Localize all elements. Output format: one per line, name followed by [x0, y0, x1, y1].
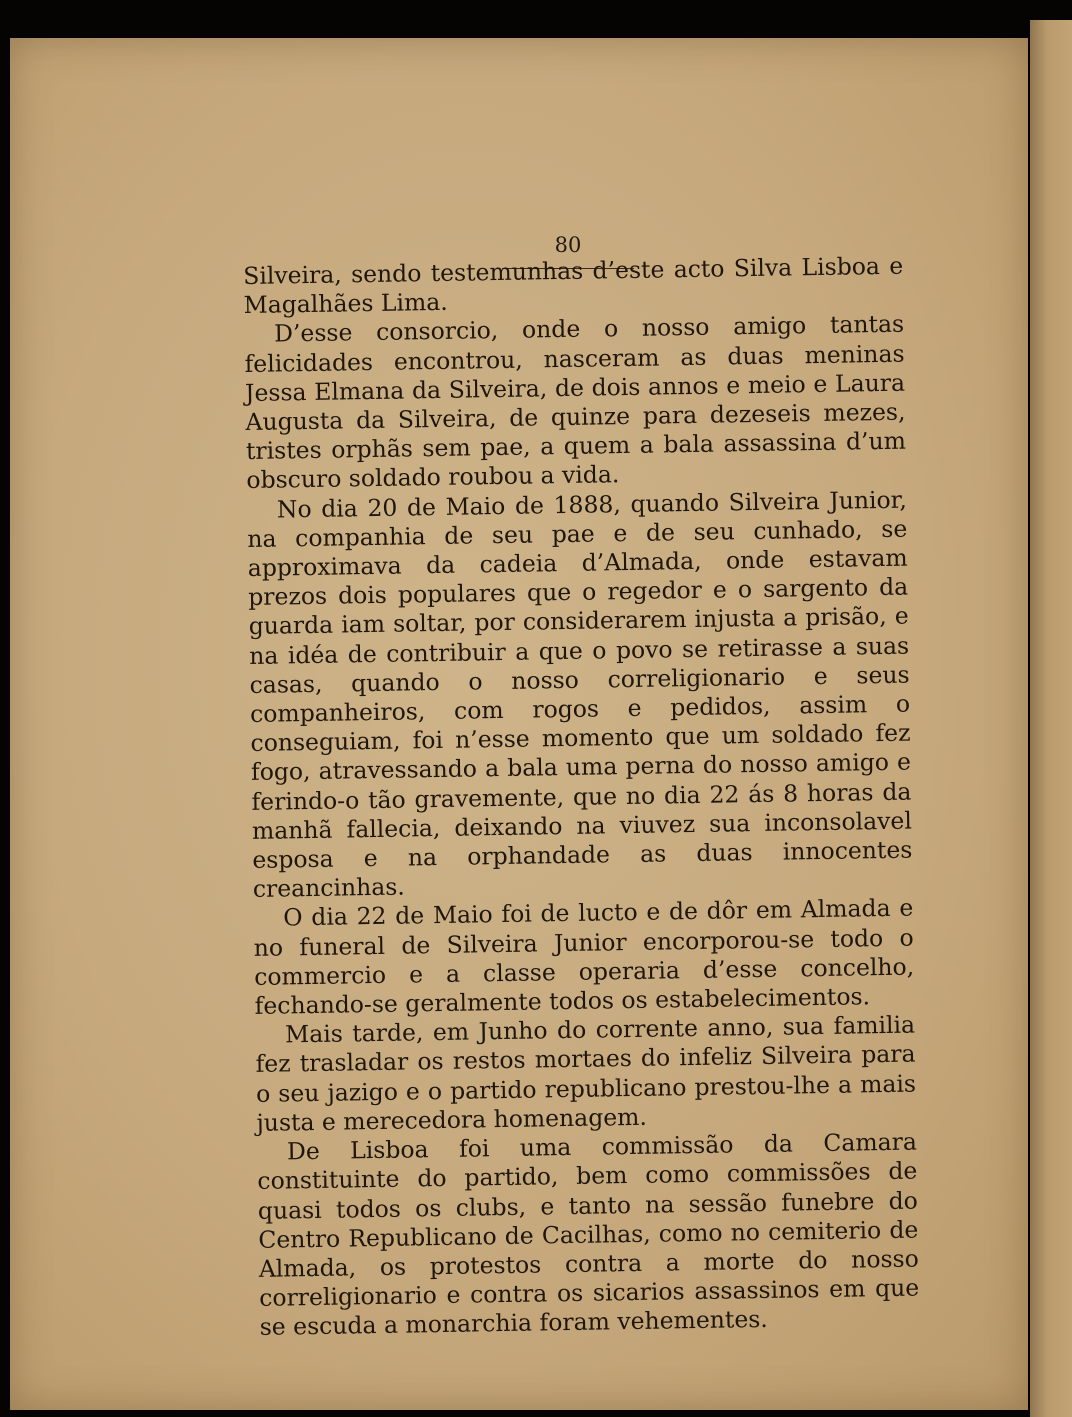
page-number: 80: [554, 233, 582, 257]
paragraph-4: O dia 22 de Maio foi de lucto e de dôr em Almada e no funeral de Silveira Junior encorporou-se todo o commercio e a classe operaria d’esse concelho, fechando-se geralmente todos os estabelecimentos.: [253, 894, 915, 1020]
paragraph-6: De Lisboa foi uma commissão da Camara constituinte do partido, bem como commissões de quasi todos os clubs, e tanto na sessão funebre do Centro Republicano de Cacilhas, como no cemiterio de Almada, os protestos contra a morte do nosso correligionario e contra os sicarios assassinos em que se escuda a monarchia foram vehementes.: [257, 1127, 920, 1342]
body-text: [243, 252, 920, 1343]
adjacent-page-edge: [1030, 20, 1072, 1417]
paragraph-1: Silveira, sendo testemunhas d’este acto Silva Lisboa e Magalhães Lima.: [243, 251, 904, 320]
paragraph-2: D’esse consorcio, onde o nosso amigo tantas felicidades encontrou, nasceram as duas meninas Jessa Elmana da Silveira, de dois annos e meio e Laura Augusta da Silveira, de quinze para dezeseis mezes, tristes orphãs sem pae, a quem a bala assassina d’um obscuro soldado roubou a vida.: [244, 310, 907, 495]
paragraph-3: No dia 20 de Maio de 1888, quando Silveira Junior, na companhia de seu pae e de seu cunhado, se approximava da cadeia d’Almada, onde estavam prezos dois populares que o regedor e o sargento da guarda iam soltar, por considerarem injusta a prisão, e na idéa de contribuir a que o povo se retirasse a suas casas, quando o nosso correligionario e seus companheiros, com rogos e pedidos, assim o conseguiam, foi n’esse momento que um soldado fez fogo, atravessando a bala uma perna do nosso amigo e ferindo-o tão gravemente, que no dia 22 ás 8 horas da manhã fallecia, deixando na viuvez sua inconsolavel esposa e na orphandade as duas innocentes creancinhas.: [247, 485, 913, 904]
paragraph-5: Mais tarde, em Junho do corrente anno, sua familia fez trasladar os restos mortaes do infeliz Silveira para o seu jazigo e o partido republicano prestou-lhe a mais justa e merecedora homenagem.: [255, 1010, 917, 1137]
